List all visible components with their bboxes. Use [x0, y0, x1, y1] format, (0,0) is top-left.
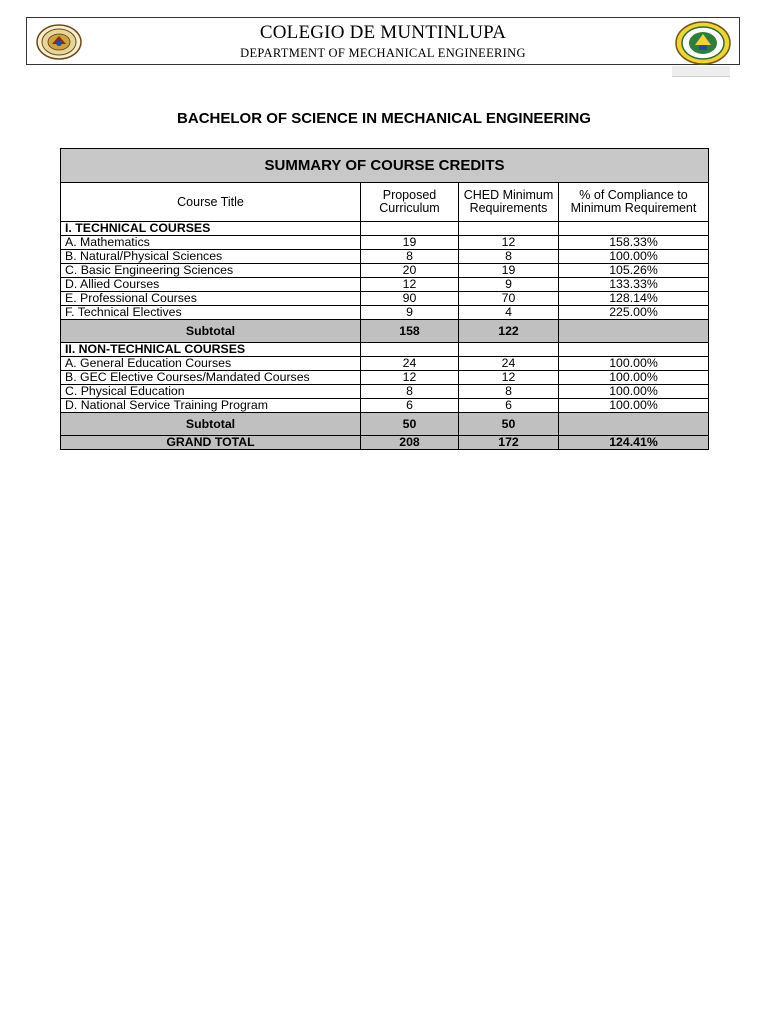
- section-header-non-technical: II. NON-TECHNICAL COURSES: [61, 343, 709, 357]
- table-title: SUMMARY OF COURSE CREDITS: [61, 149, 709, 183]
- table-row: D. National Service Training Program 6 6 100.00%: [61, 399, 709, 413]
- college-seal-right-icon: [675, 21, 731, 65]
- table-row: A. Mathematics 19 12 158.33%: [61, 236, 709, 250]
- letterhead: [26, 17, 740, 65]
- subtotal-row-non-technical: Subtotal 50 50: [61, 413, 709, 436]
- table-row: F. Technical Electives 9 4 225.00%: [61, 306, 709, 320]
- column-header-row: [61, 183, 709, 222]
- table-row: B. Natural/Physical Sciences 8 8 100.00%: [61, 250, 709, 264]
- col-proposed: Proposed Curriculum: [361, 183, 459, 222]
- seal-shadow-strip: [672, 66, 730, 77]
- grand-total-row: GRAND TOTAL 208 172 124.41%: [61, 436, 709, 450]
- department-name: DEPARTMENT OF MECHANICAL ENGINEERING: [240, 46, 526, 60]
- institution-name: COLEGIO DE MUNTINLUPA: [259, 22, 507, 43]
- table-row: D. Allied Courses 12 9 133.33%: [61, 278, 709, 292]
- table-row: A. General Education Courses 24 24 100.00%: [61, 357, 709, 371]
- program-title: BACHELOR OF SCIENCE IN MECHANICAL ENGINEERING: [177, 110, 591, 127]
- section-header-technical: I. TECHNICAL COURSES: [61, 222, 709, 236]
- col-ched: CHED Minimum Requirements: [459, 183, 559, 222]
- col-compliance: % of Compliance to Minimum Requirement: [559, 183, 709, 222]
- col-course-title: Course Title: [61, 183, 361, 222]
- subtotal-row-technical: Subtotal 158 122: [61, 320, 709, 343]
- course-credits-table: [60, 148, 709, 450]
- table-row: E. Professional Courses 90 70 128.14%: [61, 292, 709, 306]
- table-row: C. Physical Education 8 8 100.00%: [61, 385, 709, 399]
- table-row: C. Basic Engineering Sciences 20 19 105.26%: [61, 264, 709, 278]
- table-row: B. GEC Elective Courses/Mandated Courses 12 12 100.00%: [61, 371, 709, 385]
